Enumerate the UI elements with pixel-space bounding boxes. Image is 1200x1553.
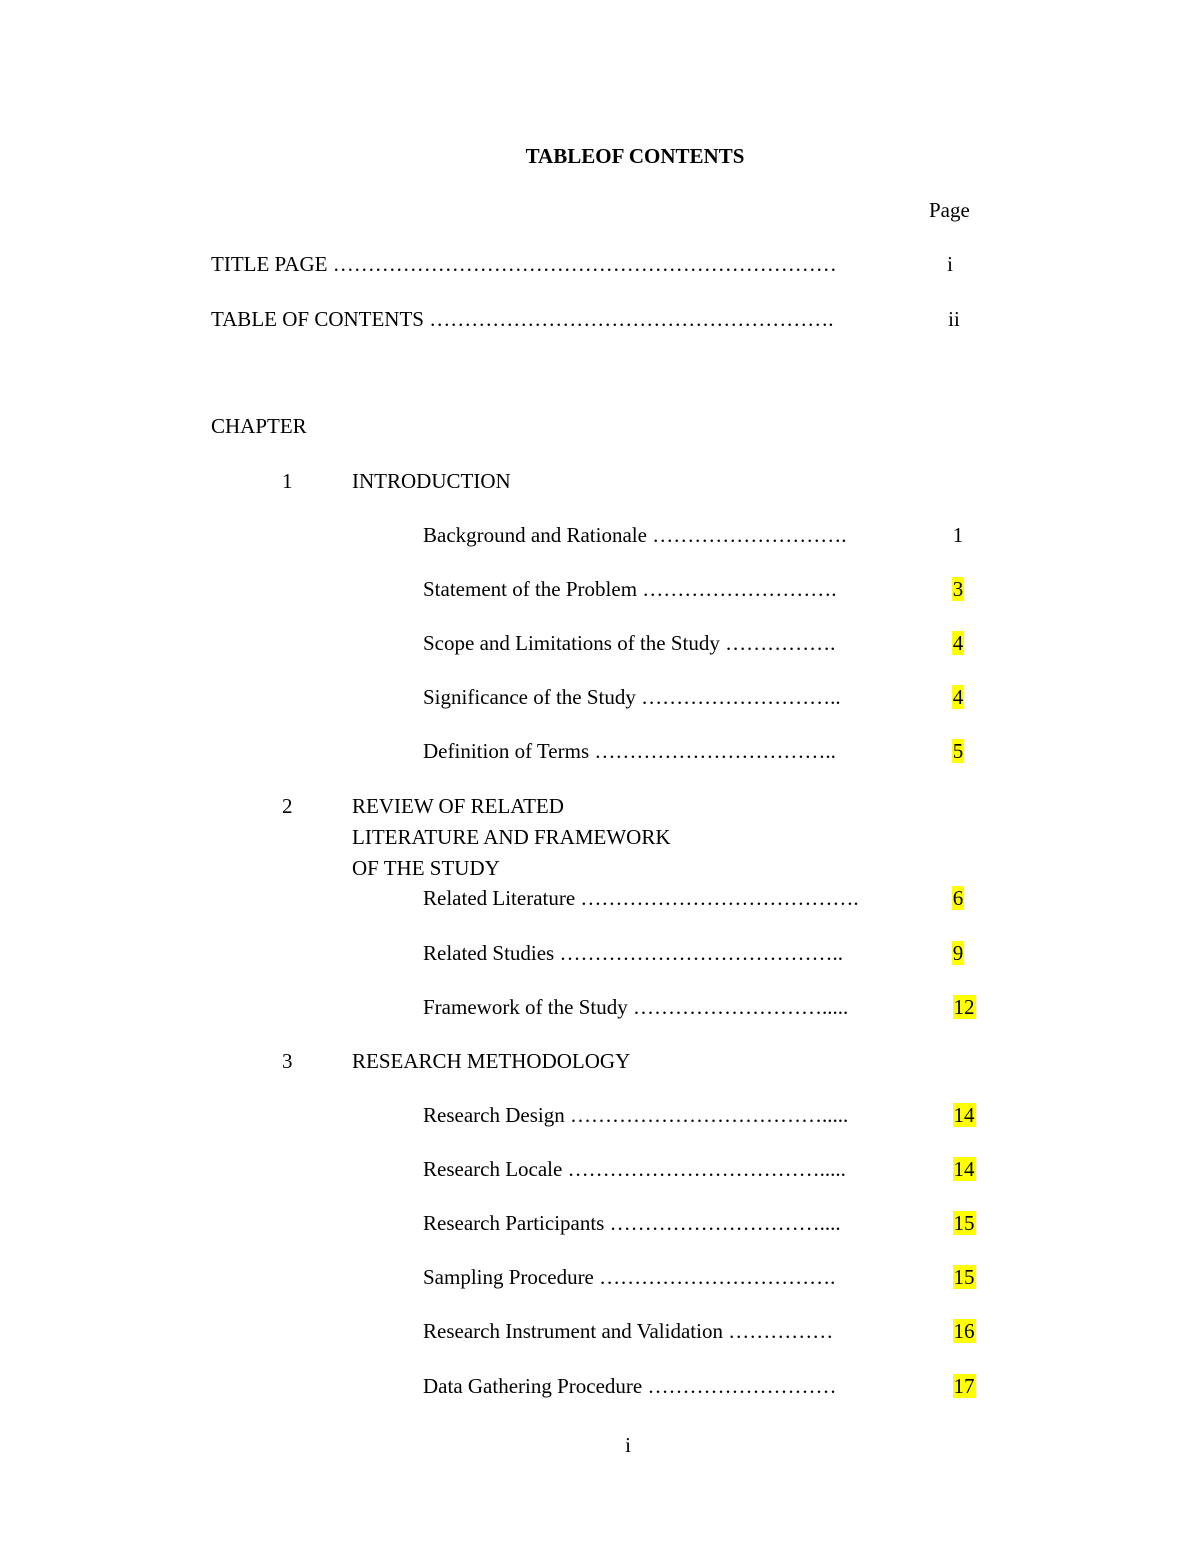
chapter-heading: CHAPTER — [211, 414, 307, 438]
leader-dots: ……………………………………………………………… — [332, 252, 837, 276]
leader-dots: ………………………………..... — [569, 1103, 849, 1127]
entry-label: Definition of Terms — [423, 739, 590, 763]
leader-dots: ………………………..... — [632, 995, 849, 1019]
leader-dots: ……………. — [725, 631, 836, 655]
section-page-number — [938, 687, 978, 708]
chapter-number: 2 — [282, 794, 293, 818]
entry-label: Research Participants — [423, 1211, 605, 1235]
entry-label: Framework of the Study — [423, 995, 628, 1019]
entry-label: Sampling Procedure — [423, 1265, 594, 1289]
toc-section-entry — [423, 741, 836, 762]
highlighted-page-number: 14 — [953, 1103, 975, 1127]
highlighted-page-number: 4 — [952, 685, 964, 709]
leader-dots: ……………………….. — [641, 685, 841, 709]
leader-dots: …………………………………………………. — [429, 307, 834, 331]
leader-dots: …………………………….. — [594, 739, 836, 763]
toc-section-entry — [423, 997, 848, 1018]
section-page-number — [944, 1105, 984, 1126]
toc-section-entry — [423, 943, 843, 964]
toc-section-entry — [423, 1321, 833, 1342]
entry-label: Research Instrument and Validation — [423, 1319, 723, 1343]
entry-label: Statement of the Problem — [423, 577, 638, 601]
toc-entry-title-page-label — [211, 254, 837, 275]
highlighted-page-number: 6 — [952, 886, 964, 910]
highlighted-page-number: 15 — [953, 1211, 975, 1235]
leader-dots: ………………………….... — [609, 1211, 841, 1235]
leader-dots: ………………………………….. — [559, 941, 843, 965]
highlighted-page-number: 5 — [952, 739, 964, 763]
toc-section-entry — [423, 1267, 835, 1288]
leader-dots: …………… — [728, 1319, 834, 1343]
leader-dots: ……………………… — [647, 1374, 837, 1398]
entry-label: Research Design — [423, 1103, 565, 1127]
highlighted-page-number: 3 — [952, 577, 964, 601]
toc-section-entry — [423, 1159, 846, 1180]
highlighted-page-number: 14 — [953, 1157, 975, 1181]
leader-dots: …………………………………. — [580, 886, 859, 910]
section-page-number — [938, 633, 978, 654]
footer-page-number: i — [625, 1433, 631, 1457]
section-page-number — [938, 741, 978, 762]
leader-dots: ………………………. — [642, 577, 837, 601]
highlighted-page-number: 9 — [952, 941, 964, 965]
page-title: TABLEOF CONTENTS — [525, 144, 745, 168]
chapter-title-line: LITERATURE AND FRAMEWORK — [352, 825, 671, 849]
entry-label: TITLE PAGE — [211, 252, 328, 276]
highlighted-page-number: 15 — [953, 1265, 975, 1289]
toc-entry-table-of-contents-number: ii — [948, 307, 960, 331]
chapter-title-line: REVIEW OF RELATED — [352, 794, 564, 818]
toc-entry-table-of-contents-label — [211, 309, 833, 330]
page-number-text: 1 — [952, 523, 964, 547]
section-page-number — [944, 1213, 984, 1234]
entry-label: TABLE OF CONTENTS — [211, 307, 424, 331]
section-page-number — [938, 943, 978, 964]
section-page-number — [944, 1159, 984, 1180]
entry-label: Significance of the Study — [423, 685, 636, 709]
chapter-number: 1 — [282, 469, 293, 493]
leader-dots: ………………………………..... — [567, 1157, 846, 1181]
highlighted-page-number: 16 — [953, 1319, 975, 1343]
entry-label: Related Studies — [423, 941, 555, 965]
entry-label: Related Literature — [423, 886, 576, 910]
section-page-number — [938, 888, 978, 909]
highlighted-page-number: 12 — [953, 995, 975, 1019]
toc-section-entry — [423, 1376, 837, 1397]
page-column-label: Page — [929, 198, 970, 222]
section-page-number — [944, 1321, 984, 1342]
toc-section-entry — [423, 633, 835, 654]
chapter-title: RESEARCH METHODOLOGY — [352, 1049, 631, 1073]
entry-label: Scope and Limitations of the Study — [423, 631, 720, 655]
section-page-number — [938, 525, 978, 546]
toc-section-entry — [423, 525, 846, 546]
highlighted-page-number: 17 — [953, 1374, 975, 1398]
entry-label: Background and Rationale — [423, 523, 647, 547]
highlighted-page-number: 4 — [952, 631, 964, 655]
section-page-number — [938, 579, 978, 600]
leader-dots: ……………………………. — [599, 1265, 836, 1289]
toc-section-entry — [423, 1105, 848, 1126]
toc-section-entry — [423, 888, 859, 909]
entry-label: Research Locale — [423, 1157, 563, 1181]
toc-section-entry — [423, 1213, 841, 1234]
section-page-number — [944, 997, 984, 1018]
chapter-number: 3 — [282, 1049, 293, 1073]
chapter-title: INTRODUCTION — [352, 469, 511, 493]
leader-dots: ………………………. — [652, 523, 847, 547]
toc-entry-title-page-number: i — [947, 252, 953, 276]
entry-label: Data Gathering Procedure — [423, 1374, 643, 1398]
section-page-number — [944, 1376, 984, 1397]
section-page-number — [944, 1267, 984, 1288]
toc-section-entry — [423, 687, 841, 708]
chapter-title-line: OF THE STUDY — [352, 856, 500, 880]
toc-section-entry — [423, 579, 837, 600]
